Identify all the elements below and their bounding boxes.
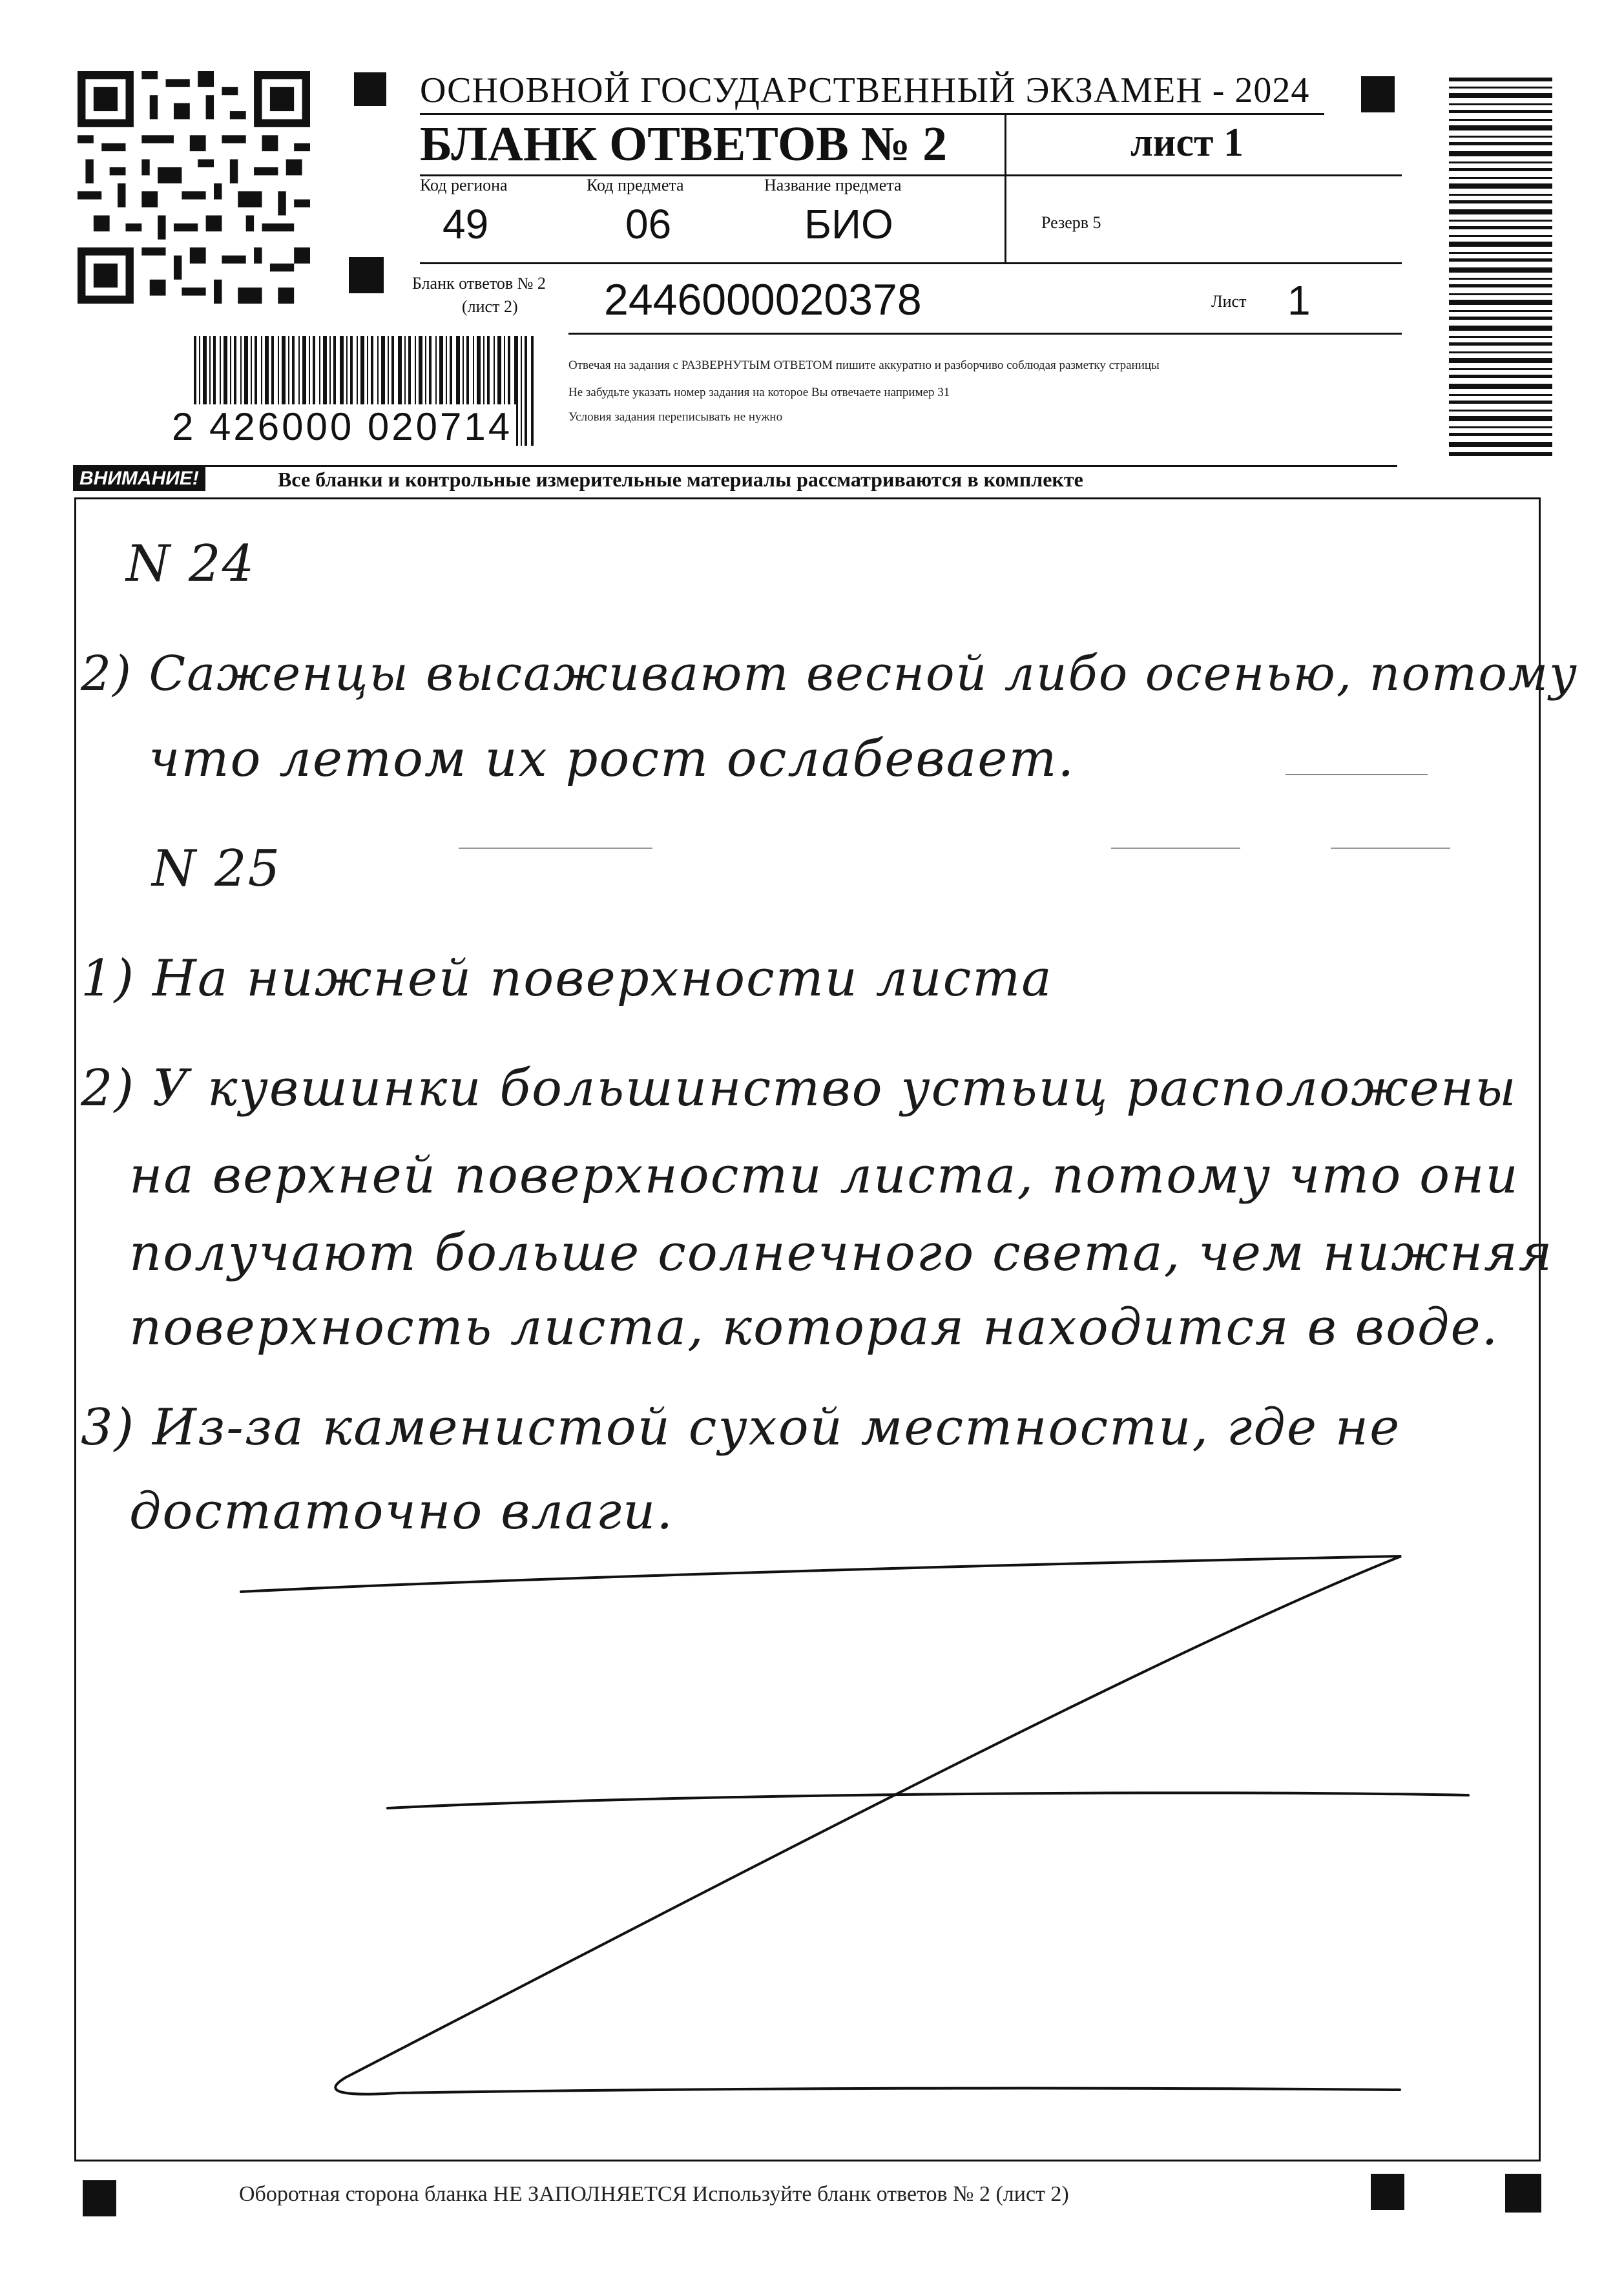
divider: [420, 113, 1324, 115]
question-24-label: N 24: [126, 535, 256, 593]
subject-name-label: Название предмета: [764, 176, 902, 194]
divider: [420, 174, 1402, 176]
sheet-value: 1: [1287, 277, 1311, 324]
form-ref-sublabel: (лист 2): [462, 297, 518, 316]
footer-note: Оборотная сторона бланка НЕ ЗАПОЛНЯЕТСЯ Используйте бланк ответов № 2 (лист 2): [239, 2182, 1069, 2206]
question-25-label: N 25: [152, 840, 282, 898]
subject-code-label: Код предмета: [587, 176, 684, 194]
region-label: Код региона: [420, 176, 508, 194]
subject-code-value: 06: [625, 201, 672, 247]
answer-25-line: достаточно влаги.: [129, 1483, 674, 1541]
registration-mark: [349, 257, 384, 293]
barcode-number: 2 426000 020714: [168, 404, 516, 449]
registration-mark: [83, 2180, 116, 2216]
answer-25-line: поверхность листа, которая находится в воде.: [129, 1298, 1499, 1357]
registration-mark: [1361, 76, 1395, 112]
divider: [73, 465, 1397, 467]
divider: [1005, 176, 1006, 264]
answer-25-line: 3) Из-за каменистой сухой местности, где не: [81, 1399, 1401, 1457]
answer-24-line: 2) Саженцы высаживают весной либо осенью, потому: [81, 646, 1579, 702]
divider: [568, 333, 1402, 335]
reserve-label: Резерв 5: [1041, 213, 1101, 232]
strike-out-z: [74, 497, 1541, 2161]
registration-mark: [1371, 2174, 1404, 2210]
form-ref-number: 2446000020378: [604, 275, 922, 324]
sheet-label: Лист: [1211, 292, 1247, 311]
region-value: 49: [442, 201, 489, 247]
instruction-line: Не забудьте указать номер задания на которое Вы отвечаете например 31: [568, 386, 950, 399]
warning-text: Все бланки и контрольные измерительные материалы рассматриваются в комплекте: [278, 468, 1083, 491]
divider: [420, 262, 1402, 264]
warning-badge: ВНИМАНИЕ!: [73, 466, 205, 491]
instruction-line: Отвечая на задания с РАЗВЕРНУТЫМ ОТВЕТОМ пишите аккуратно и разборчиво соблюдая разметку страницы: [568, 359, 1160, 372]
qr-code-icon: [78, 71, 310, 304]
sheet-title: лист 1: [1130, 121, 1244, 165]
answer-24-line: что летом их рост ослабевает.: [149, 730, 1076, 788]
registration-mark: [1505, 2174, 1541, 2213]
exam-title: ОСНОВНОЙ ГОСУДАРСТВЕННЫЙ ЭКЗАМЕН - 2024: [420, 70, 1310, 110]
answer-25-line: на верхней поверхности листа, потому что они: [129, 1147, 1519, 1205]
divider: [1005, 115, 1006, 178]
answer-25-line: 1) На нижней поверхности листа: [81, 950, 1053, 1008]
answer-25-line: получают больше солнечного света, чем нижняя: [129, 1224, 1554, 1282]
registration-mark: [354, 72, 386, 106]
instruction-line: Условия задания переписывать не нужно: [568, 410, 783, 424]
answer-25-line: 2) У кувшинки большинство устьиц расположены: [81, 1059, 1517, 1118]
form-title: БЛАНК ОТВЕТОВ № 2: [420, 117, 948, 171]
subject-name-value: БИО: [804, 201, 893, 247]
barcode-icon: [1449, 78, 1552, 459]
form-ref-label: Бланк ответов № 2: [412, 274, 546, 293]
